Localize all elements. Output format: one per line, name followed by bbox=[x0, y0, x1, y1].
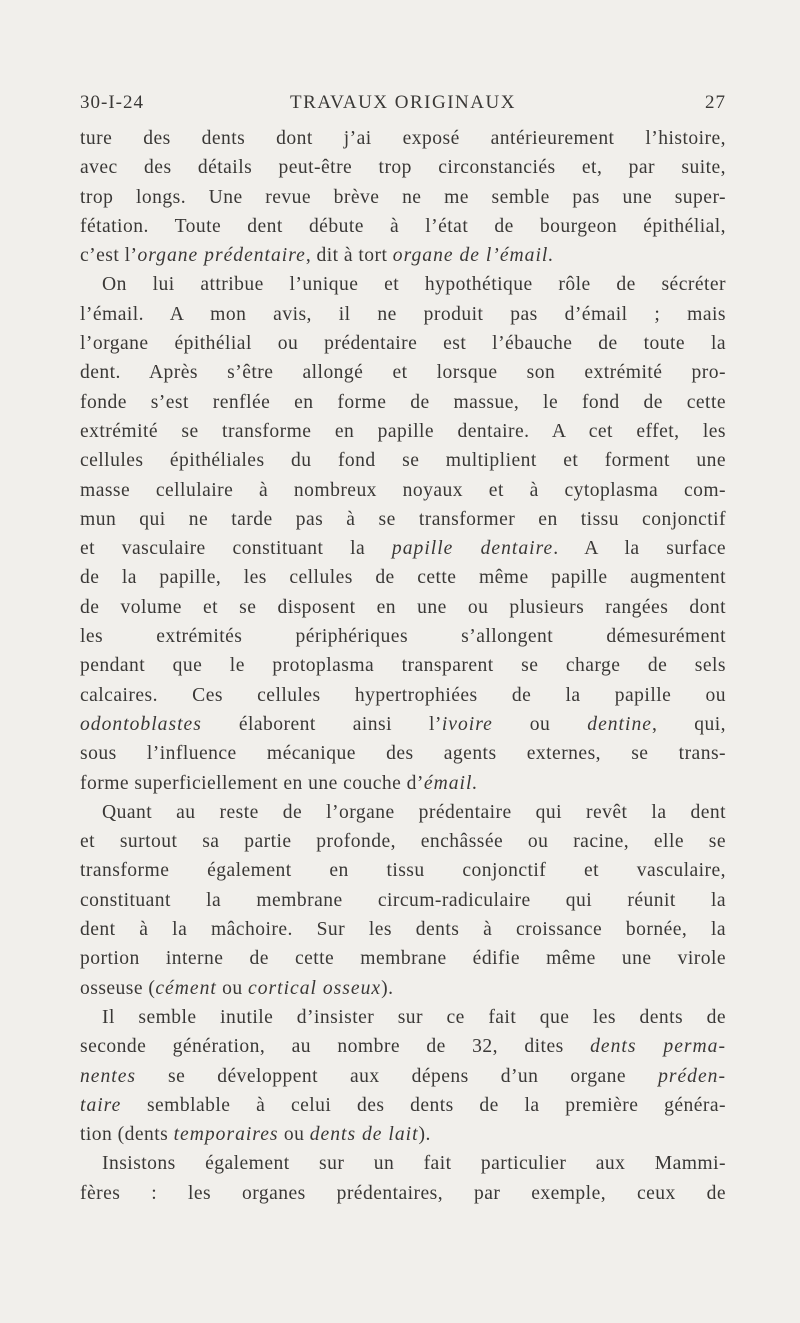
italic-term: émail. bbox=[423, 772, 479, 794]
text-line bbox=[80, 417, 726, 446]
text-line bbox=[80, 974, 726, 1003]
text-segment: masse cellulaire à nombreux noyaux et à cytoplasma com- bbox=[80, 479, 726, 501]
text-line bbox=[80, 944, 726, 973]
text-segment: Insistons également sur un fait particulier aux Mammi- bbox=[102, 1153, 726, 1175]
text-line bbox=[80, 886, 726, 915]
text-line bbox=[80, 476, 726, 505]
text-segment: Quant au reste de l’organe prédentaire qui revêt la dent bbox=[102, 801, 726, 823]
text-segment: seconde génération, au nombre de 32, dites bbox=[80, 1036, 591, 1058]
text-segment: et surtout sa partie profonde, enchâssée ou racine, elle se bbox=[80, 831, 726, 853]
text-line bbox=[80, 769, 726, 798]
text-line bbox=[80, 856, 726, 885]
text-line bbox=[80, 593, 726, 622]
text-line bbox=[80, 915, 726, 944]
text-segment: fonde s’est renflée en forme de massue, le fond de cette bbox=[80, 391, 726, 413]
text-segment: ). bbox=[418, 1124, 431, 1146]
italic-term: cément bbox=[155, 977, 217, 999]
italic-term: odontoblastes bbox=[80, 713, 202, 735]
body-text bbox=[80, 124, 726, 1208]
italic-term: organe prédentaire bbox=[137, 245, 306, 267]
text-segment: et vasculaire constituant la bbox=[80, 538, 392, 560]
text-line bbox=[80, 505, 726, 534]
text-segment: fétation. Toute dent débute à l’état de bourgeon épithélial, bbox=[80, 215, 726, 237]
text-segment: ). bbox=[381, 977, 394, 999]
text-line bbox=[80, 388, 726, 417]
text-segment: mun qui ne tarde pas à se transformer en tissu conjonctif bbox=[80, 508, 726, 530]
text-segment: Il semble inutile d’insister sur ce fait que les dents de bbox=[102, 1006, 726, 1028]
text-segment: ou bbox=[216, 977, 249, 999]
italic-term: dents perma- bbox=[590, 1036, 727, 1058]
text-line bbox=[80, 1032, 726, 1061]
text-line bbox=[80, 1003, 726, 1032]
text-segment: On lui attribue l’unique et hypothétique rôle de sécréter bbox=[102, 274, 726, 296]
italic-term: temporaires bbox=[173, 1124, 279, 1146]
header-title: TRAVAUX ORIGINAUX bbox=[290, 92, 516, 113]
text-segment: trop longs. Une revue brève ne me semble pas une super- bbox=[80, 186, 726, 208]
italic-term: dents de lait bbox=[309, 1124, 419, 1146]
text-segment: dent à la mâchoire. Sur les dents à croissance bornée, la bbox=[80, 919, 726, 941]
text-line bbox=[80, 270, 726, 299]
text-line bbox=[80, 446, 726, 475]
text-line bbox=[80, 651, 726, 680]
text-segment: pendant que le protoplasma transparent se charge de sels bbox=[80, 655, 726, 677]
text-line bbox=[80, 329, 726, 358]
text-line bbox=[80, 153, 726, 182]
italic-term: dentine bbox=[587, 713, 652, 735]
text-line bbox=[80, 739, 726, 768]
italic-term: préden- bbox=[658, 1065, 726, 1087]
text-line bbox=[80, 681, 726, 710]
text-line bbox=[80, 827, 726, 856]
text-segment: semblable à celui des dents de la première généra- bbox=[121, 1094, 726, 1116]
header-date: 30-I-24 bbox=[80, 92, 144, 113]
italic-term: taire bbox=[80, 1094, 122, 1116]
text-segment: cellules épithéliales du fond se multiplient et forment une bbox=[80, 450, 726, 472]
text-segment: calcaires. Ces cellules hypertrophiées de la papille ou bbox=[80, 684, 726, 706]
text-segment: de volume et se disposent en une ou plusieurs rangées dont bbox=[80, 596, 726, 618]
page-number: 27 bbox=[705, 92, 726, 113]
text-line bbox=[80, 212, 726, 241]
text-segment: . A la surface bbox=[553, 538, 726, 560]
text-segment: extrémité se transforme en papille dentaire. A cet effet, les bbox=[80, 420, 726, 442]
italic-term: papille dentaire bbox=[391, 538, 554, 560]
text-line bbox=[80, 534, 726, 563]
text-line bbox=[80, 300, 726, 329]
text-segment: transforme également en tissu conjonctif et vasculaire, bbox=[80, 860, 726, 882]
text-line bbox=[80, 563, 726, 592]
text-line bbox=[80, 241, 726, 270]
text-segment: se développent aux dépens d’un organe bbox=[136, 1065, 659, 1087]
text-line bbox=[80, 1149, 726, 1178]
text-line bbox=[80, 1179, 726, 1208]
text-segment: osseuse ( bbox=[80, 977, 156, 999]
text-segment: ou bbox=[492, 713, 588, 735]
italic-term: cortical osseux bbox=[248, 977, 382, 999]
text-segment: de la papille, les cellules de cette même papille augmentent bbox=[80, 567, 726, 589]
text-segment: fères : les organes prédentaires, par exemple, ceux de bbox=[80, 1182, 726, 1204]
running-header bbox=[80, 92, 726, 122]
italic-term: organe de l’émail. bbox=[392, 245, 555, 267]
text-line bbox=[80, 124, 726, 153]
text-segment: forme superficiellement en une couche d’ bbox=[80, 772, 424, 794]
text-segment: tion (dents bbox=[80, 1124, 174, 1146]
text-line bbox=[80, 1091, 726, 1120]
text-line bbox=[80, 710, 726, 739]
text-segment: ou bbox=[278, 1124, 310, 1146]
text-segment: dent. Après s’être allongé et lorsque son extrémité pro- bbox=[80, 362, 726, 384]
text-line bbox=[80, 798, 726, 827]
italic-term: nentes bbox=[80, 1065, 137, 1087]
text-segment: ture des dents dont j’ai exposé antérieurement l’histoire, bbox=[80, 128, 726, 149]
text-segment: sous l’influence mécanique des agents externes, se trans- bbox=[80, 743, 726, 765]
text-segment: élaborent ainsi l’ bbox=[201, 713, 442, 735]
text-line bbox=[80, 183, 726, 212]
text-line bbox=[80, 1120, 726, 1149]
text-segment: les extrémités périphériques s’allongent démesurément bbox=[80, 626, 726, 648]
text-line bbox=[80, 1062, 726, 1091]
text-segment: l’émail. A mon avis, il ne produit pas d’émail ; mais bbox=[80, 303, 726, 325]
text-segment: , dit à tort bbox=[305, 245, 393, 267]
text-line bbox=[80, 622, 726, 651]
text-segment: , qui, bbox=[651, 713, 726, 735]
text-segment: l’organe épithélial ou prédentaire est l’ébauche de toute la bbox=[80, 333, 726, 355]
text-segment: c’est l’ bbox=[80, 245, 138, 267]
text-line bbox=[80, 358, 726, 387]
text-segment: constituant la membrane circum-radiculaire qui réunit la bbox=[80, 889, 726, 911]
text-segment: avec des détails peut-être trop circonstanciés et, par suite, bbox=[80, 157, 726, 179]
italic-term: ivoire bbox=[441, 713, 493, 735]
text-segment: portion interne de cette membrane édifie même une virole bbox=[80, 948, 726, 970]
